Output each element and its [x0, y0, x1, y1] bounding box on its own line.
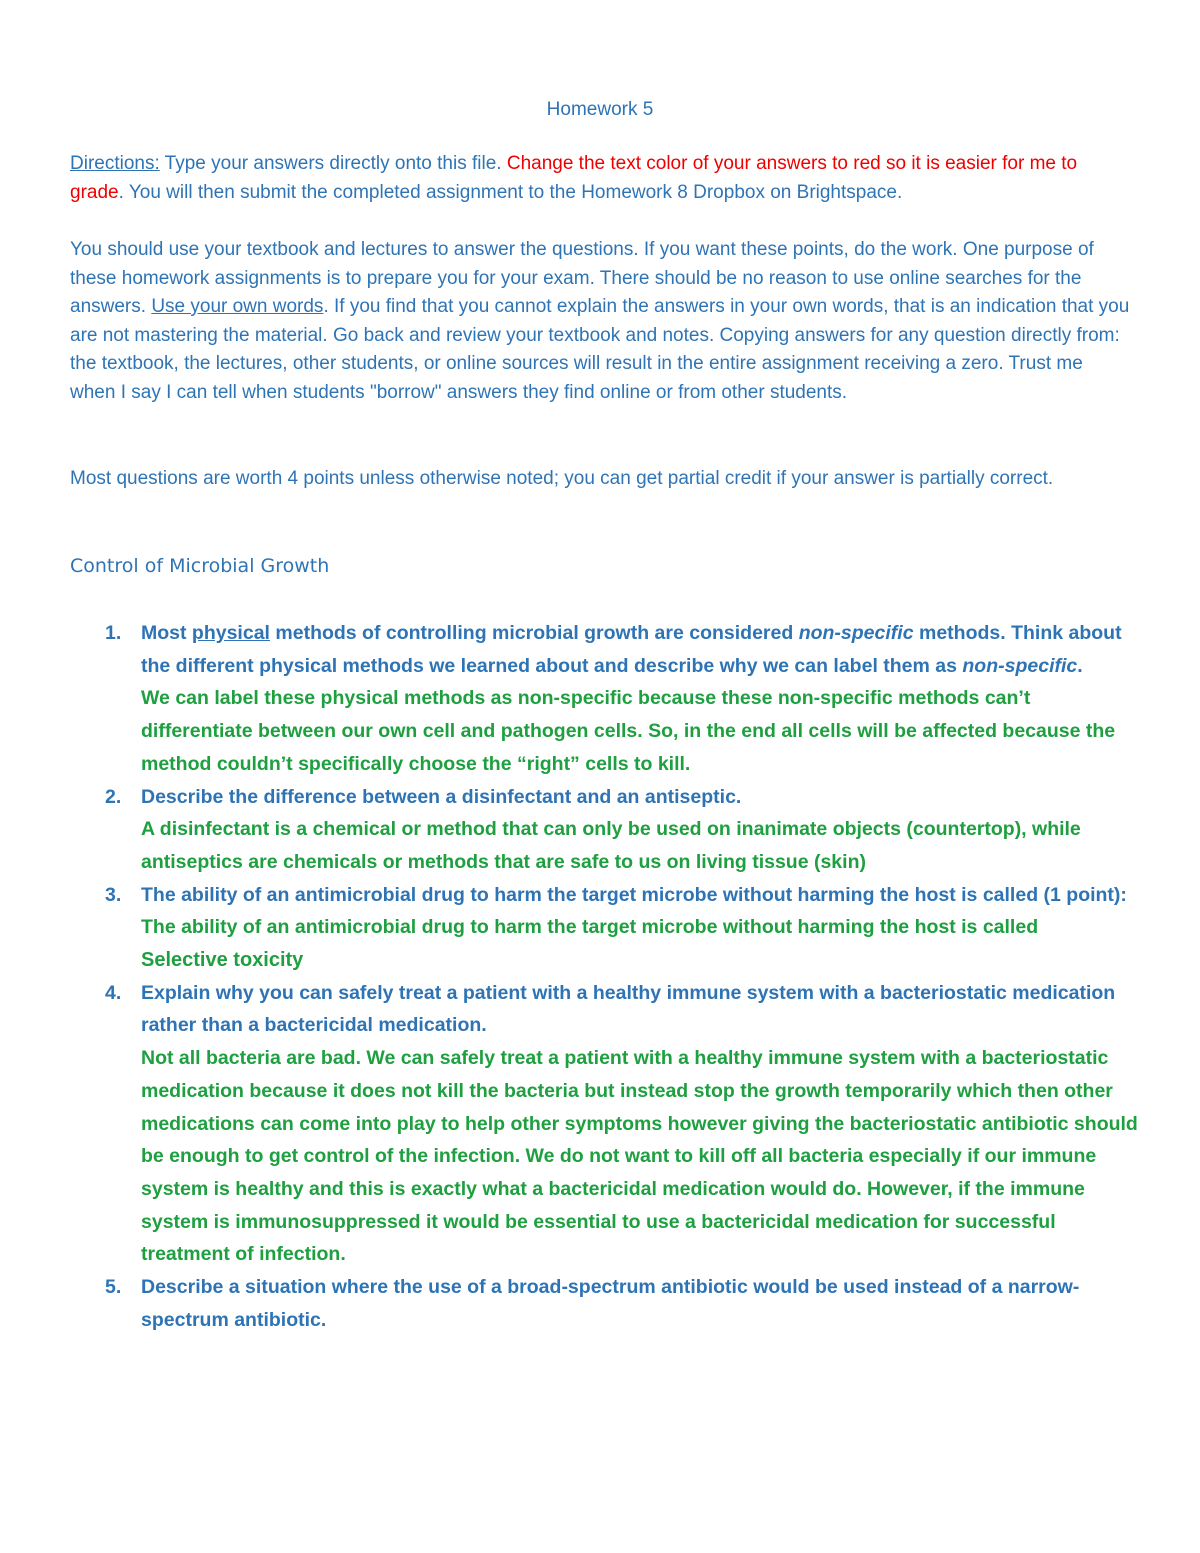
answer-emphasis: safe: [570, 850, 610, 873]
answer-text: [141, 813, 1140, 878]
question-1: [0, 617, 1140, 781]
page-title: Homework 5: [546, 99, 654, 120]
question-2: [0, 781, 1140, 879]
directions-text-1: Type your answers directly onto this file.: [159, 153, 507, 174]
points-note: Most questions are worth 4 points unless otherwise noted; you can get partial credit if your answer is partially correct.: [70, 468, 1054, 489]
instructions-text-2: . If you find that you cannot explain the answers in your own words, that is an indication that you are not mastering the material. Go back and review your textbook and notes. Copying answers for any question directly from: the textbook, the lectures, other students, or online sources will result in the entire assignment receiving a zero. Trust me when I say I can tell when students "borrow" answers they find online or from other students.: [70, 296, 1130, 403]
question-3: [0, 879, 1140, 977]
answer-text: Not all bacteria are bad. We can safely treat a patient with a healthy immune system with a bacteriostatic medication because it does not kill the bacteria but instead stop the growth temporarily which then other medications can come into play to help other symptoms however giving the bacteriostatic antibiotic should be enough to get control of the infection. We do not want to kill off all bacteria especially if our immune system is healthy and this is exactly what a bactericidal medication would do. However, if the immune system is immunosuppressed it would be essential to use a bactericidal medication for successful treatment of infection.: [141, 1047, 1138, 1266]
directions-red-text: Change the text color of your answers to red so it is easier for me to grade: [70, 153, 1078, 203]
question-underlined-word: physical: [191, 622, 270, 644]
answer-text-part: The ability of an antimicrobial drug to harm the target microbe without harming the host is called: [141, 916, 1039, 939]
question-number: 3.: [105, 883, 122, 906]
question-number: 4.: [105, 981, 122, 1004]
question-text: The ability of an antimicrobial drug to harm the target microbe without harming the host is called (1 point):: [141, 883, 1127, 906]
question-text: Describe a situation where the use of a broad-spectrum antibiotic would be used instead of a narrow-spectrum antibiotic.: [141, 1276, 1080, 1331]
answer-text-part: to us on living tissue (skin): [609, 850, 866, 873]
question-text-part: methods. Think about the different physical methods we learned about and describe why we can label them as: [141, 622, 1122, 677]
directions-label: Directions:: [70, 153, 160, 174]
instructions-underlined: Use your own words: [151, 296, 324, 317]
directions-text-2: . You will then submit the completed assignment to the Homework 8 Dropbox on Brightspace.: [118, 181, 903, 203]
answer-term: Selective toxicity: [141, 949, 304, 972]
question-5: [0, 1271, 1140, 1336]
question-text: [141, 622, 1122, 677]
answer-text: [141, 911, 1140, 976]
question-number: 1.: [105, 622, 122, 644]
answer-text-part: be used on inanimate objects (countertop), while antiseptics are chemicals or methods that are: [141, 818, 1081, 873]
section-heading: Control of Microbial Growth: [70, 555, 330, 577]
question-italic-term: non-specific: [798, 622, 914, 644]
question-text: Describe the difference between a disinfectant and an antiseptic.: [141, 785, 742, 808]
instructions-paragraph: [70, 236, 1132, 407]
question-4: [0, 977, 1140, 1271]
question-italic-term: non-specific: [962, 654, 1078, 677]
question-number: 2.: [105, 785, 122, 808]
instructions-text-1: You should use your textbook and lectures to answer the questions. If you want these points, do the work. One purpose of these homework assignments is to prepare you for your exam. There should be no reason to use online searches for the answers.: [70, 239, 1094, 317]
answer-text: We can label these physical methods as non-specific because these non-specific methods can’t differentiate between our own cell and pathogen cells. So, in the end all cells will be affected because the method couldn’t specifically choose the “right” cells to kill.: [141, 687, 1116, 775]
answer-text-part: A disinfectant is a chemical or method that can: [141, 818, 583, 841]
question-number: 5.: [105, 1276, 122, 1299]
question-text: Explain why you can safely treat a patient with a healthy immune system with a bacteriostatic medication rather than a bactericidal medication.: [141, 981, 1116, 1037]
answer-emphasis: only: [582, 818, 623, 841]
question-list: [0, 617, 1140, 1336]
question-text-part: Most: [141, 622, 192, 644]
question-text-part: methods of controlling microbial growth are considered: [269, 622, 799, 644]
directions-paragraph: [70, 150, 1132, 207]
question-text-part: .: [1077, 654, 1083, 677]
